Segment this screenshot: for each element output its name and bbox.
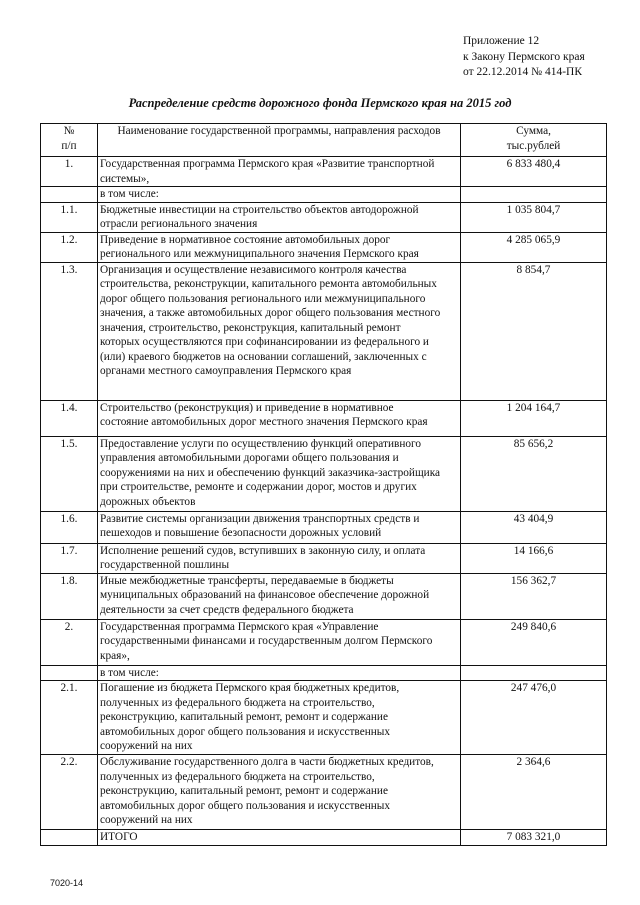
row-sum: 4 285 065,9 [461, 232, 607, 262]
footer-code: 7020-14 [50, 878, 84, 888]
row-name: Погашение из бюджета Пермского края бюджетных кредитов, полученных из федерального бюджета на строительство, реконструкцию, капитальный ремонт, ремонт и содержание автомобильных дорог общего пользования и искусственных сооружений на них [98, 681, 461, 755]
table-row [41, 187, 607, 203]
row-num: 1.6. [41, 511, 98, 543]
row-name: Строительство (реконструкция) и приведение в нормативное состояние автомобильных дорог местного значения Пермского края [98, 400, 461, 436]
table-header-row [41, 124, 607, 157]
table-row [41, 436, 607, 511]
row-num: 2.1. [41, 681, 98, 755]
table-row [41, 573, 607, 619]
table-row [41, 157, 607, 187]
row-name: Развитие системы организации движения транспортных средств и пешеходов и повышение безопасности дорожных условий [98, 511, 461, 543]
row-name: Иные межбюджетные трансферты, передаваемые в бюджеты муниципальных образований на финансовое обеспечение дорожной деятельности за счет средств федерального бюджета [98, 573, 461, 619]
table-row [41, 400, 607, 436]
appendix-line-2: к Закону Пермского края [463, 50, 585, 63]
row-num: 1.8. [41, 573, 98, 619]
row-sum: 249 840,6 [461, 619, 607, 665]
row-sum: 8 854,7 [461, 262, 607, 400]
row-sum: 247 476,0 [461, 681, 607, 755]
row-num: 1.3. [41, 262, 98, 400]
appendix-block [463, 34, 585, 81]
row-sum: 1 204 164,7 [461, 400, 607, 436]
row-sum [461, 665, 607, 681]
row-name: Организация и осуществление независимого контроля качества строительства, реконструкции, капитального ремонта автомобильных дорог общего пользования регионального или межмуниципального значения, а также автомобильных дорог общего пользования местного значения, строительство, реконструкция, капитальный ремонт которых осуществляются при софинансировании из федерального и (или) краевого бюджетов на основании соглашений, заключенных с органами местного самоуправления Пермского края [98, 262, 461, 400]
row-name: Государственная программа Пермского края «Управление государственными финансами и государственным долгом Пермского края», [98, 619, 461, 665]
row-sum: 1 035 804,7 [461, 202, 607, 232]
appendix-line-1: Приложение 12 [463, 35, 540, 47]
row-num: 1.5. [41, 436, 98, 511]
row-name: Приведение в нормативное состояние автомобильных дорог регионального или межмуниципального значения Пермского края [98, 232, 461, 262]
row-name: в том числе: [98, 665, 461, 681]
row-num [41, 665, 98, 681]
row-sum: 43 404,9 [461, 511, 607, 543]
row-num: 2. [41, 619, 98, 665]
table-row [41, 232, 607, 262]
row-name: Государственная программа Пермского края «Развитие транспортной системы», [98, 157, 461, 187]
table-row [41, 202, 607, 232]
table-row [41, 830, 607, 846]
header-name: Наименование государственной программы, направления расходов [98, 124, 461, 157]
row-sum: 156 362,7 [461, 573, 607, 619]
table-row [41, 755, 607, 830]
table-row [41, 665, 607, 681]
row-name: Бюджетные инвестиции на строительство объектов автодорожной отрасли регионального значения [98, 202, 461, 232]
row-sum: 2 364,6 [461, 755, 607, 830]
distribution-table [40, 123, 607, 846]
row-num: 2.2. [41, 755, 98, 830]
row-num: 1.2. [41, 232, 98, 262]
table-row [41, 511, 607, 543]
row-name: в том числе: [98, 187, 461, 203]
table-row [41, 619, 607, 665]
table-row [41, 262, 607, 400]
row-num: 1.4. [41, 400, 98, 436]
row-num [41, 830, 98, 846]
header-num: № п/п [41, 124, 98, 157]
row-name: Обслуживание государственного долга в части бюджетных кредитов, полученных из федерального бюджета на строительство, реконструкцию, капитальный ремонт, ремонт и содержание автомобильных дорог общего пользования и искусственных сооружений на них [98, 755, 461, 830]
row-num: 1.1. [41, 202, 98, 232]
row-sum: 14 166,6 [461, 543, 607, 573]
row-name: Предоставление услуги по осуществлению функций оперативного управления автомобильными дорогами общего пользования и сооружениями на них и обеспечению функций заказчика-застройщика при строительстве, ремонте и содержании дорог, мостов и других дорожных объектов [98, 436, 461, 511]
row-num: 1. [41, 157, 98, 187]
table-row [41, 681, 607, 755]
table-row [41, 543, 607, 573]
appendix-line-3: от 22.12.2014 № 414-ПК [463, 66, 583, 78]
row-sum [461, 187, 607, 203]
document-title: Распределение средств дорожного фонда Пермского края на 2015 год [128, 96, 512, 110]
row-num: 1.7. [41, 543, 98, 573]
row-num [41, 187, 98, 203]
row-sum: 85 656,2 [461, 436, 607, 511]
row-sum: 6 833 480,4 [461, 157, 607, 187]
row-name: Исполнение решений судов, вступивших в законную силу, и оплата государственной пошлины [98, 543, 461, 573]
row-name: ИТОГО [98, 830, 461, 846]
header-sum: Сумма, тыс.рублей [461, 124, 607, 157]
row-sum: 7 083 321,0 [461, 830, 607, 846]
